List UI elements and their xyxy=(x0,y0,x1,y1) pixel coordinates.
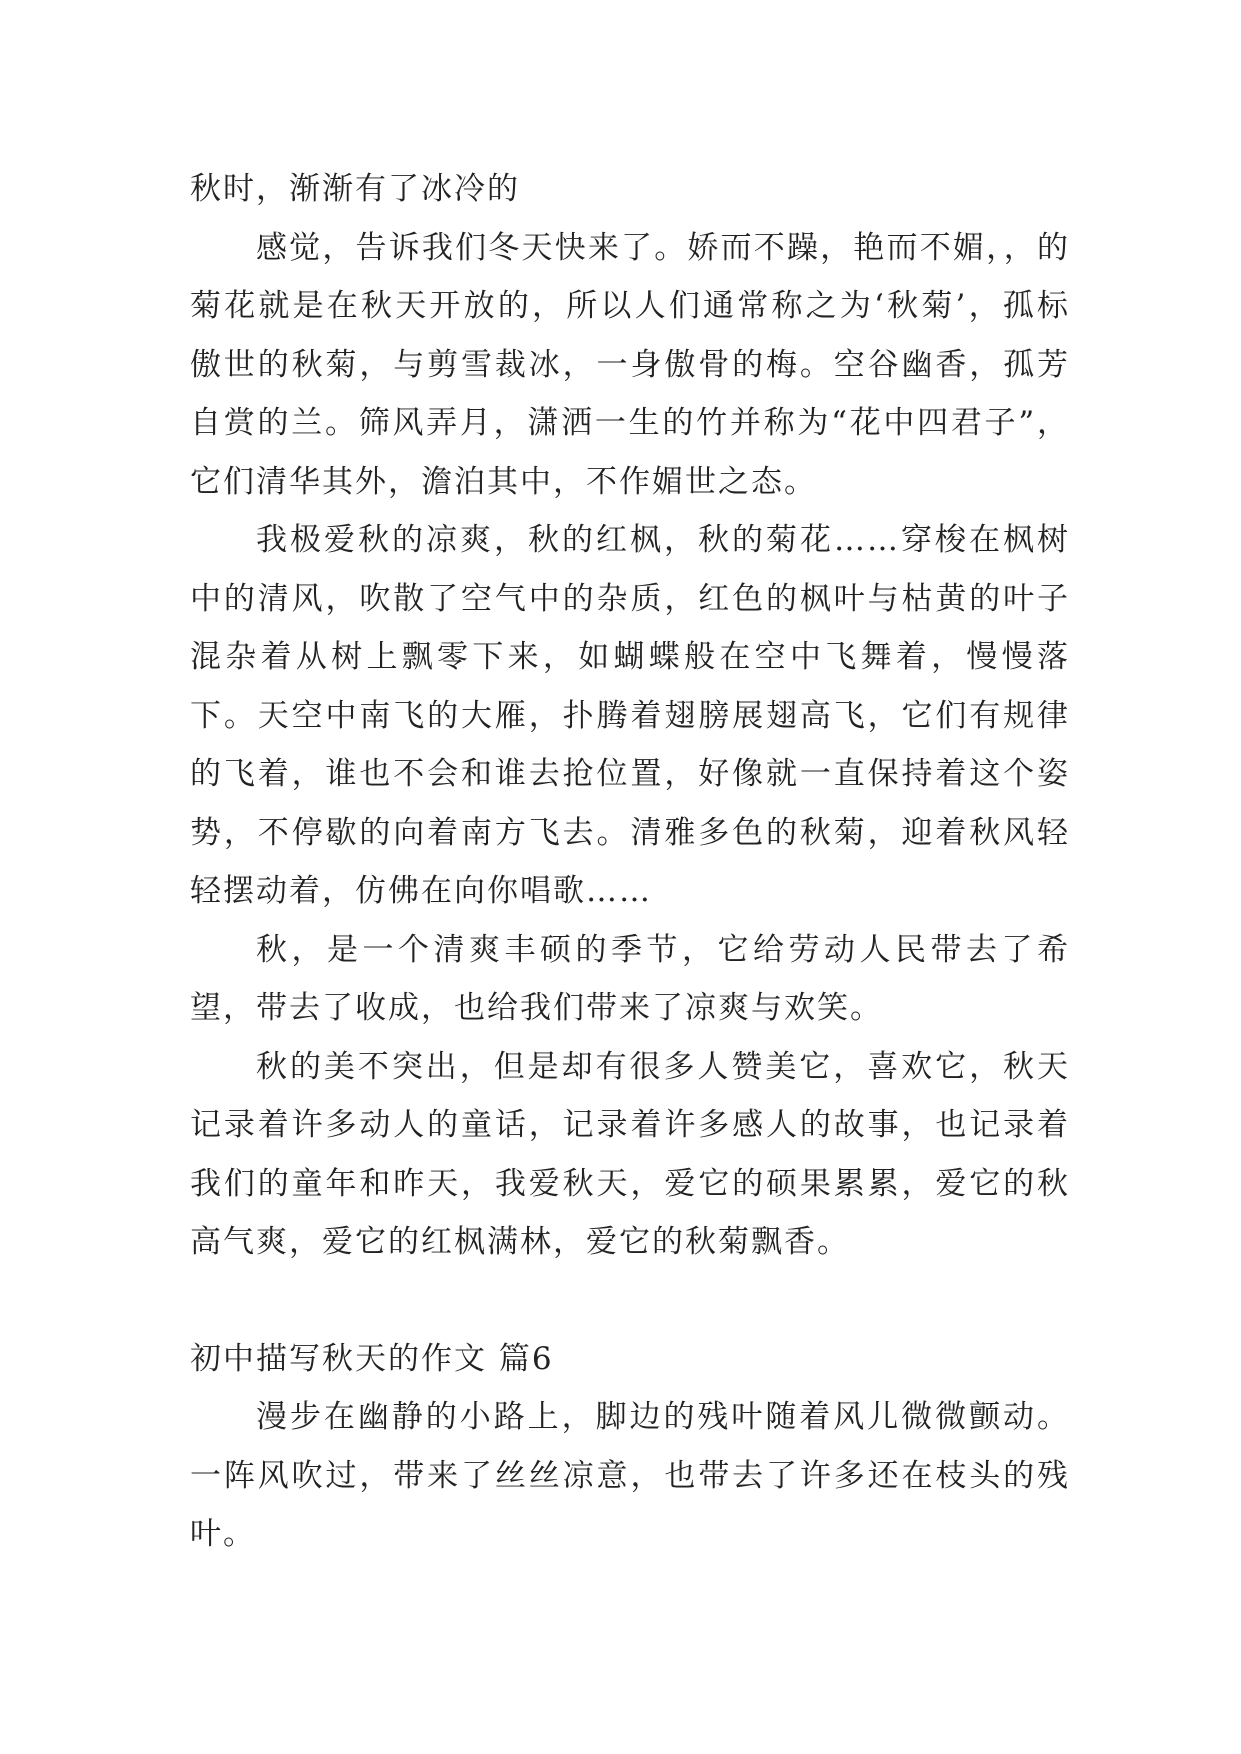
paragraph: 秋，是一个清爽丰硕的季节，它给劳动人民带去了希望，带去了收成，也给我们带来了凉爽与欢笑。 xyxy=(190,931,1070,1026)
paragraph: 漫步在幽静的小路上，脚边的残叶随着风儿微微颤动。一阵风吹过，带来了丝丝凉意，也带去了许多还在枝头的残叶。 xyxy=(190,1399,1070,1552)
section-spacer xyxy=(190,1272,1070,1330)
document-body xyxy=(190,160,1070,1564)
paragraph: 感觉，告诉我们冬天快来了。娇而不躁，艳而不媚，，的菊花就是在秋天开放的，所以人们通常称之为‘秋菊’，孤标傲世的秋菊，与剪雪裁冰，一身傲骨的梅。空谷幽香，孤芳自赏的兰。筛风弄月，潇洒一生的竹并称为“花中四君子”，它们清华其外，澹泊其中，不作媚世之态。 xyxy=(190,229,1070,500)
paragraph: 我极爱秋的凉爽，秋的红枫，秋的菊花……穿梭在枫树中的清风，吹散了空气中的杂质，红色的枫叶与枯黄的叶子混杂着从树上飘零下来，如蝴蝶般在空中飞舞着，慢慢落下。天空中南飞的大雁，扑腾着翅膀展翅高飞，它们有规律的飞着，谁也不会和谁去抢位置，好像就一直保持着这个姿势，不停歇的向着南方飞去。清雅多色的秋菊，迎着秋风轻轻摆动着，仿佛在向你唱歌…… xyxy=(190,522,1070,909)
section-heading: 初中描写秋天的作文 篇6 xyxy=(190,1340,554,1377)
paragraph: 秋的美不突出，但是却有很多人赞美它，喜欢它，秋天记录着许多动人的童话，记录着许多感人的故事，也记录着我们的童年和昨天，我爱秋天，爱它的硕果累累，爱它的秋高气爽，爱它的红枫满林，爱它的秋菊飘香。 xyxy=(190,1048,1070,1260)
paragraph: 秋时，渐渐有了冰冷的 xyxy=(190,171,520,207)
